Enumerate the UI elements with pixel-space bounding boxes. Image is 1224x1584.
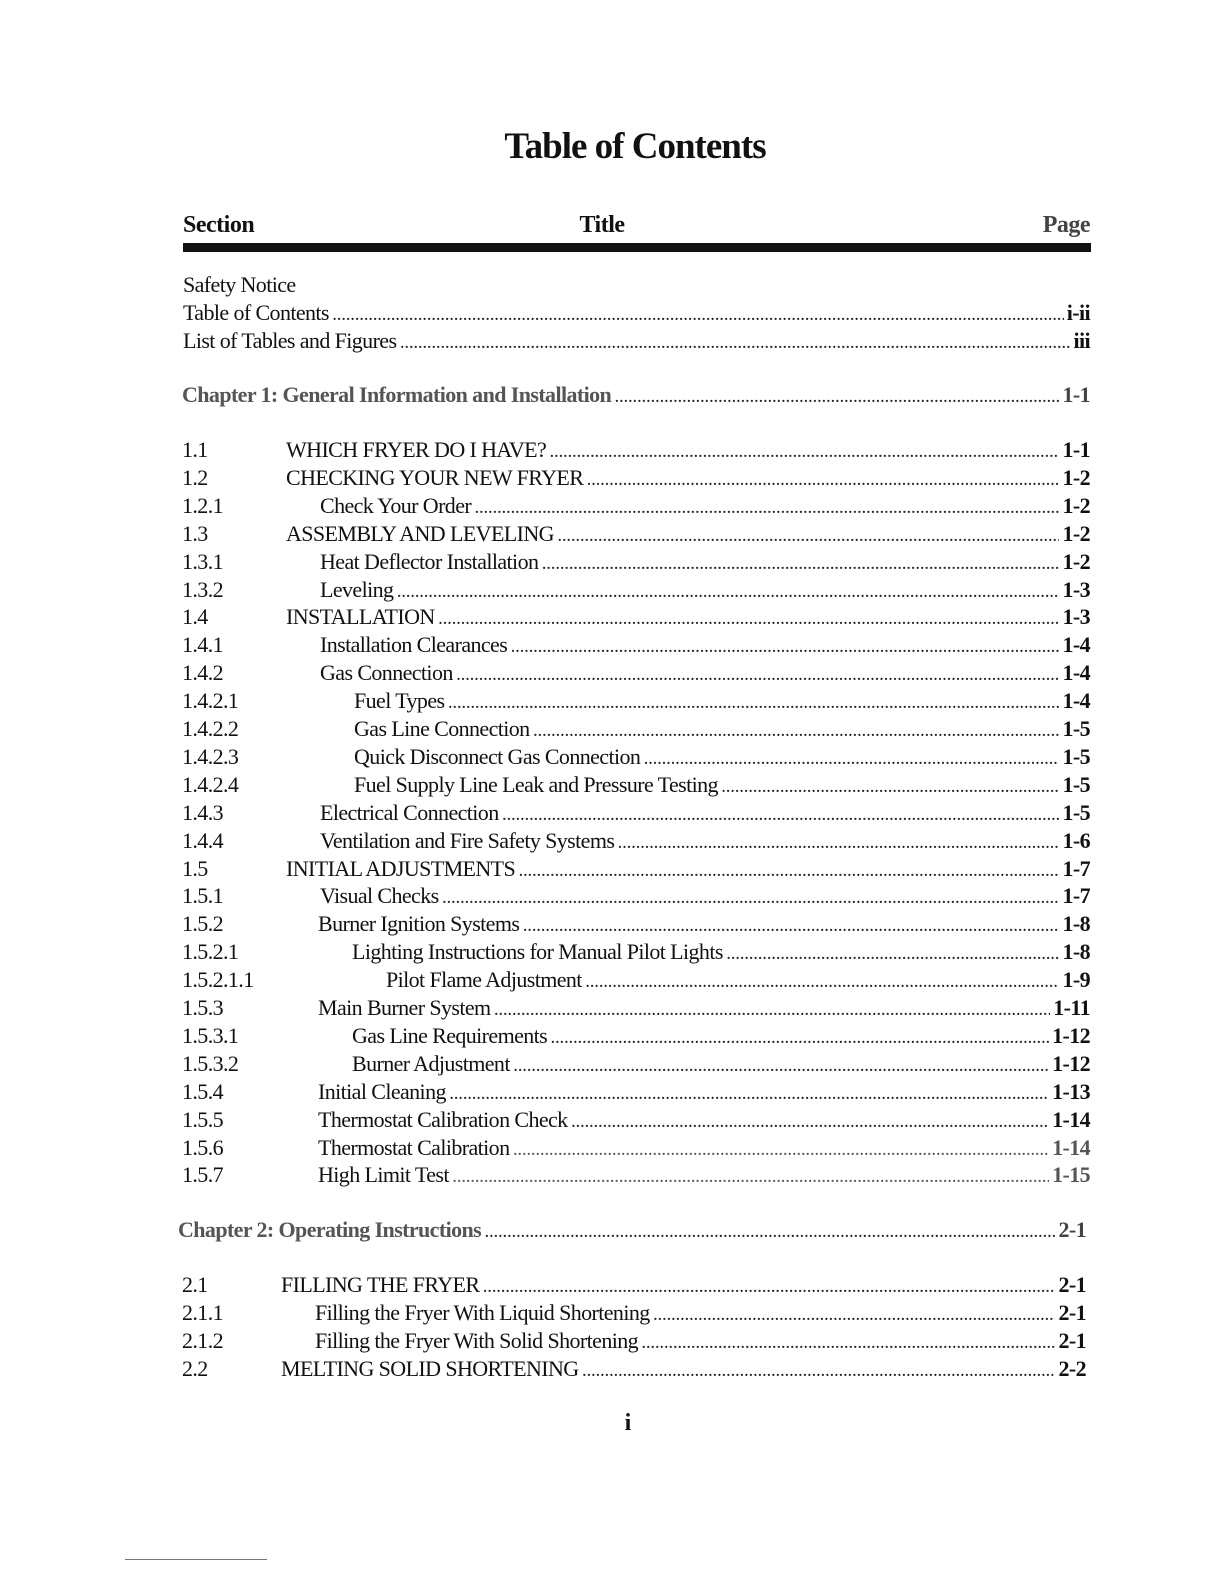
entry-title: WHICH FRYER DO I HAVE? [286,437,547,462]
toc-entry [0,1271,1224,1299]
chapter-heading [0,381,1224,409]
entry-title: ASSEMBLY AND LEVELING [286,521,554,546]
page-ref: 1-14 [1052,1107,1090,1132]
page-ref: 1-15 [1052,1162,1090,1187]
page-ref: 1-1 [1062,382,1090,407]
toc-entry [0,436,1224,464]
page-ref: 1-4 [1062,660,1090,685]
section-number: 1.5.7 [182,1162,224,1187]
column-header-title: Title [579,212,625,238]
section-number: 1.5.4 [182,1079,224,1104]
entry-title: INSTALLATION [286,604,435,629]
page-ref: 1-6 [1062,828,1090,853]
page-ref: 1-8 [1062,939,1090,964]
page-ref: 1-14 [1052,1135,1090,1160]
section-number: 1.5 [182,856,208,881]
page-ref: 1-4 [1062,632,1090,657]
entry-title: Filling the Fryer With Solid Shortening [315,1328,639,1353]
section-number: 1.3.1 [182,549,224,574]
entry-title: Pilot Flame Adjustment [386,967,582,992]
front-matter-row [0,299,1224,327]
entry-title: Ventilation and Fire Safety Systems [320,828,615,853]
page-ref: 1-3 [1062,577,1090,602]
toc-entry [0,576,1224,604]
entry-title: Fuel Types [354,688,445,713]
page-ref: 2-1 [1058,1300,1086,1325]
front-matter-row [0,327,1224,355]
entry-title: Check Your Order [320,493,472,518]
entry-title: List of Tables and Figures [183,328,397,353]
entry-title: Main Burner System [318,995,491,1020]
section-number: 1.4.2.3 [182,744,239,769]
page-ref: 2-1 [1058,1272,1086,1297]
entry-title: FILLING THE FRYER [281,1272,480,1297]
toc-entry [0,520,1224,548]
entry-title: Gas Line Connection [354,716,530,741]
toc-entry [0,659,1224,687]
toc-entry [0,492,1224,520]
page-ref: 1-12 [1052,1051,1090,1076]
page-number: i [624,1410,632,1436]
section-number: 1.5.1 [182,883,224,908]
page-ref: 1-2 [1062,465,1090,490]
page-ref: 1-8 [1062,911,1090,936]
entry-title: Table of Contents [183,300,329,325]
section-number: 1.4.2.1 [182,688,239,713]
entry-title: CHECKING YOUR NEW FRYER [286,465,584,490]
entry-title: Chapter 2: Operating Instructions [178,1217,482,1242]
dot-leader [485,1220,1055,1248]
page-title: Table of Contents [504,126,766,167]
page-ref: 1-3 [1062,604,1090,629]
entry-title: Thermostat Calibration Check [318,1107,568,1132]
toc-entry [0,464,1224,492]
section-number: 1.5.3 [182,995,224,1020]
page-ref: 1-12 [1052,1023,1090,1048]
page-ref: 1-2 [1062,493,1090,518]
page-ref: 2-2 [1058,1356,1086,1381]
toc-entry [0,715,1224,743]
toc-entry [0,1078,1224,1106]
page-ref: 1-11 [1053,995,1090,1020]
section-number: 1.5.3.1 [182,1023,239,1048]
header-rule [183,243,1091,252]
entry-title: Quick Disconnect Gas Connection [354,744,641,769]
page-ref: 2-1 [1058,1328,1086,1353]
page-ref: iii [1073,328,1090,353]
column-header-section: Section [183,212,255,238]
toc-entry [0,603,1224,631]
section-number: 1.3.2 [182,577,224,602]
page-ref: 1-7 [1062,856,1090,881]
dot-leader [400,331,1070,359]
section-number: 1.5.2.1 [182,939,239,964]
column-header-page: Page [1042,212,1090,238]
dot-leader [583,1359,1056,1387]
page-ref: 1-9 [1062,967,1090,992]
section-number: 2.2 [182,1356,208,1381]
entry-title: Lighting Instructions for Manual Pilot Lights [352,939,723,964]
toc-entry [0,1327,1224,1355]
section-number: 1.5.3.2 [182,1051,239,1076]
section-number: 2.1 [182,1272,208,1297]
entry-title: MELTING SOLID SHORTENING [281,1356,579,1381]
toc-entry [0,1299,1224,1327]
section-number: 1.4.2.4 [182,772,239,797]
toc-entry [0,855,1224,883]
section-number: 1.5.2 [182,911,224,936]
toc-entry [0,631,1224,659]
toc-entry [0,1355,1224,1383]
entry-title: Gas Connection [320,660,453,685]
entry-title: High Limit Test [318,1162,449,1187]
entry-title: Visual Checks [320,883,439,908]
section-number: 1.2.1 [182,493,224,518]
section-number: 1.4 [182,604,208,629]
entry-title: Gas Line Requirements [352,1023,548,1048]
toc-entry [0,882,1224,910]
section-number: 1.5.2.1.1 [182,967,254,992]
corner-divider [125,1559,267,1560]
entry-title: Fuel Supply Line Leak and Pressure Testing [354,772,718,797]
page-ref: 1-4 [1062,688,1090,713]
entry-title: Burner Adjustment [352,1051,510,1076]
page-ref: 1-5 [1062,800,1090,825]
dot-leader [615,385,1059,413]
entry-title: Filling the Fryer With Liquid Shortening [315,1300,650,1325]
page-ref: 1-1 [1062,437,1090,462]
page-ref: 2-1 [1058,1217,1086,1242]
entry-title: Installation Clearances [320,632,508,657]
entry-title: Initial Cleaning [318,1079,446,1104]
section-number: 2.1.2 [182,1328,224,1353]
entry-title: Thermostat Calibration [318,1135,510,1160]
section-number: 1.2 [182,465,208,490]
toc-entry [0,771,1224,799]
dot-leader [453,1165,1049,1193]
section-number: 1.3 [182,521,208,546]
section-number: 1.4.4 [182,828,224,853]
toc-entry [0,548,1224,576]
section-number: 2.1.1 [182,1300,224,1325]
page-ref: i-ii [1066,300,1090,325]
toc-entry [0,1022,1224,1050]
page-ref: 1-2 [1062,521,1090,546]
page-ref: 1-13 [1052,1079,1090,1104]
toc-entry [0,1161,1224,1189]
entry-title: Electrical Connection [320,800,499,825]
toc-entry [0,910,1224,938]
entry-title: Chapter 1: General Information and Installation [182,382,612,407]
section-number: 1.4.1 [182,632,224,657]
section-number: 1.4.2 [182,660,224,685]
toc-entry [0,966,1224,994]
toc-entry [0,827,1224,855]
chapter-heading [0,1216,1224,1244]
section-number: 1.4.2.2 [182,716,239,741]
toc-entry [0,743,1224,771]
toc-entry [0,799,1224,827]
toc-entry [0,687,1224,715]
entry-title: Heat Deflector Installation [320,549,539,574]
toc-entry [0,1106,1224,1134]
page-ref: 1-5 [1062,716,1090,741]
toc-entry [0,994,1224,1022]
page-ref: 1-2 [1062,549,1090,574]
front-matter-row [0,271,1224,299]
page-ref: 1-7 [1062,883,1090,908]
toc-entry [0,1134,1224,1162]
toc-entry [0,1050,1224,1078]
section-number: 1.5.6 [182,1135,224,1160]
entry-title: Safety Notice [183,272,296,297]
page-ref: 1-5 [1062,744,1090,769]
page-ref: 1-5 [1062,772,1090,797]
section-number: 1.1 [182,437,208,462]
section-number: 1.4.3 [182,800,224,825]
entry-title: Leveling [320,577,394,602]
section-number: 1.5.5 [182,1107,224,1132]
entry-title: INITIAL ADJUSTMENTS [286,856,516,881]
toc-entry [0,938,1224,966]
entry-title: Burner Ignition Systems [318,911,520,936]
